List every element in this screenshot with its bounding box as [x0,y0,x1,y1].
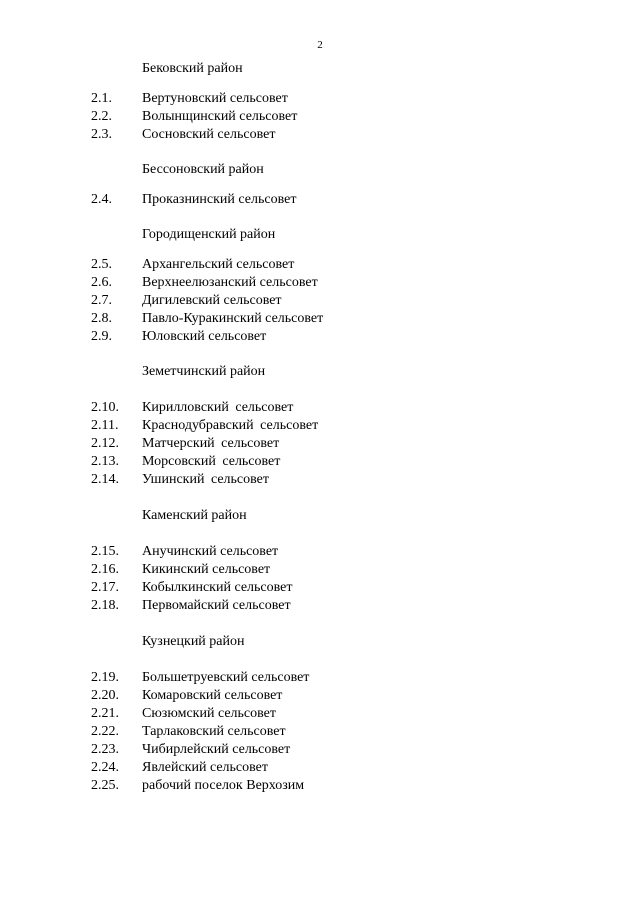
district-list [0,60,640,795]
list-item [0,471,640,489]
list-item [0,597,640,615]
item-name: Морсовский сельсовет [142,454,281,469]
item-number: 2.15. [91,544,119,559]
item-number: 2.5. [91,257,112,272]
item-name: Дигилевский сельсовет [142,293,282,308]
item-number: 2.7. [91,293,112,308]
item-name: Кобылкинский сельсовет [142,580,293,595]
list-item [0,543,640,561]
item-number: 2.18. [91,598,119,613]
district-heading: Кузнецкий район [142,634,245,649]
item-name: Вертуновский сельсовет [142,91,288,106]
item-name: Кикинский сельсовет [142,562,271,577]
list-item [0,453,640,471]
item-name: Кирилловский сельсовет [142,400,294,415]
item-number: 2.3. [91,127,112,142]
item-number: 2.16. [91,562,119,577]
list-item [0,191,640,209]
list-item [0,274,640,292]
item-number: 2.19. [91,670,119,685]
item-name: Ушинский сельсовет [142,472,269,487]
item-number: 2.22. [91,724,119,739]
item-name: Архангельский сельсовет [142,257,295,272]
item-number: 2.11. [91,418,119,433]
item-name: Сюзюмский сельсовет [142,706,277,721]
item-name: Тарлаковский сельсовет [142,724,286,739]
item-number: 2.20. [91,688,119,703]
list-item [0,723,640,741]
item-number: 2.10. [91,400,119,415]
item-name: Первомайский сельсовет [142,598,291,613]
list-item [0,561,640,579]
list-item [0,705,640,723]
list-item [0,256,640,274]
item-name: Большетруевский сельсовет [142,670,310,685]
item-number: 2.21. [91,706,119,721]
list-item [0,759,640,777]
list-item [0,579,640,597]
district-heading: Земетчинский район [142,364,266,379]
list-item [0,741,640,759]
item-number: 2.2. [91,109,112,124]
item-number: 2.23. [91,742,119,757]
item-name: Комаровский сельсовет [142,688,283,703]
list-item [0,687,640,705]
list-item [0,435,640,453]
item-name: Анучинский сельсовет [142,544,279,559]
district-heading: Бессоновский район [142,162,264,177]
item-name: Проказнинский сельсовет [142,192,297,207]
item-name: Волынщинский сельсовет [142,109,298,124]
item-name: Юловский сельсовет [142,329,267,344]
item-number: 2.25. [91,778,119,793]
item-number: 2.1. [91,91,112,106]
item-name: Сосновский сельсовет [142,127,276,142]
item-name: Верхнеелюзанский сельсовет [142,275,318,290]
item-number: 2.12. [91,436,119,451]
item-number: 2.17. [91,580,119,595]
item-name: Краснодубравский сельсовет [142,418,319,433]
district-heading: Городищенский район [142,227,276,242]
list-item [0,777,640,795]
item-number: 2.8. [91,311,112,326]
item-number: 2.14. [91,472,119,487]
item-number: 2.9. [91,329,112,344]
list-item [0,310,640,328]
item-number: 2.4. [91,192,112,207]
list-item [0,399,640,417]
item-number: 2.24. [91,760,119,775]
item-name: Матчерский сельсовет [142,436,280,451]
item-name: Явлейский сельсовет [142,760,268,775]
district-heading: Каменский район [142,508,247,523]
list-item [0,126,640,144]
list-item [0,292,640,310]
item-name: рабочий поселок Верхозим [142,778,305,793]
item-name: Чибирлейский сельсовет [142,742,291,757]
district-heading: Бековский район [142,61,243,76]
list-item [0,669,640,687]
list-item [0,417,640,435]
list-item [0,328,640,346]
list-item [0,90,640,108]
item-number: 2.6. [91,275,112,290]
page-number: 2 [317,39,323,51]
item-name: Павло-Куракинский сельсовет [142,311,324,326]
list-item [0,108,640,126]
item-number: 2.13. [91,454,119,469]
